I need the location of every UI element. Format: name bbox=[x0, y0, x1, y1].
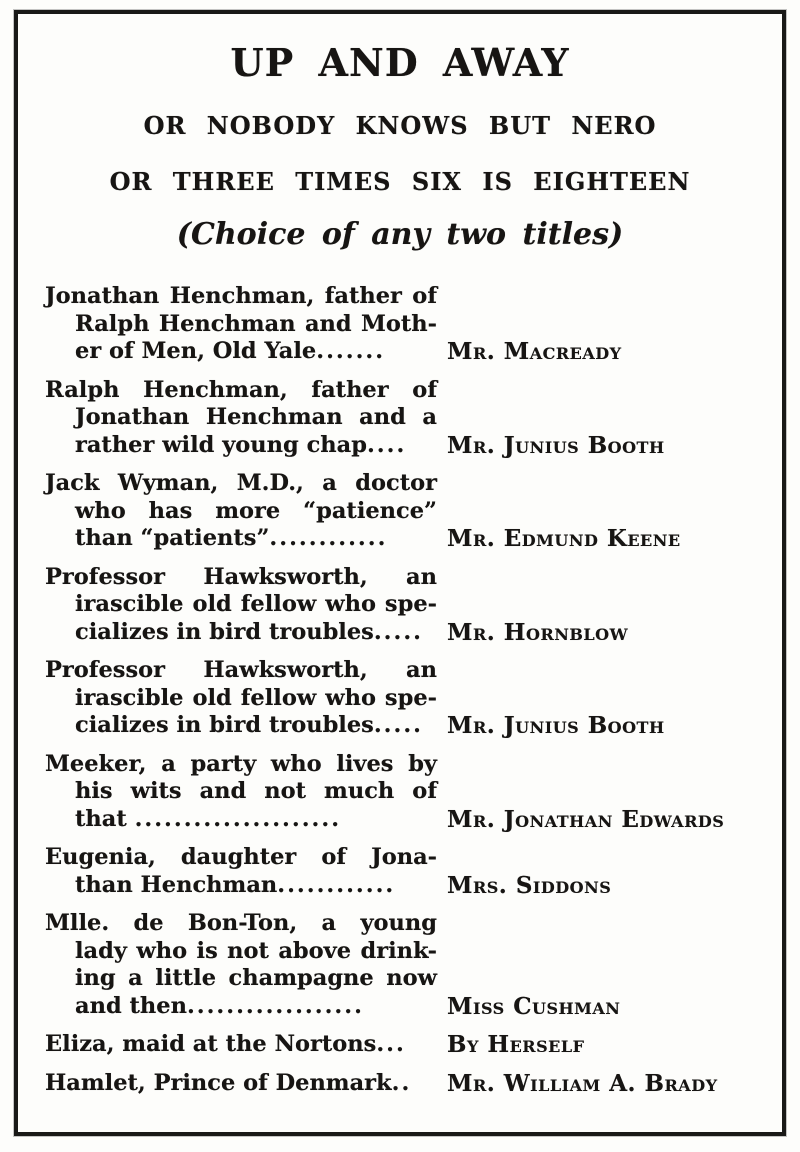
role-line: and then.................. bbox=[75, 992, 364, 1019]
cast-entry bbox=[45, 377, 760, 460]
cast-entry bbox=[45, 1031, 760, 1059]
role-line: Ralph Henchman and Moth- bbox=[75, 310, 437, 337]
role-line: Hamlet, Prince of Denmark.. bbox=[45, 1069, 412, 1096]
leader-dots: ..... bbox=[373, 712, 423, 738]
actor-name: Miss Cushman bbox=[447, 992, 621, 1020]
page-border-frame bbox=[14, 10, 786, 1136]
cast-entry bbox=[45, 564, 760, 647]
cast-entry bbox=[45, 283, 760, 366]
role-line: Jonathan Henchman, father of bbox=[45, 283, 437, 309]
role-line: his wits and not much of bbox=[75, 778, 437, 804]
cast-entry bbox=[45, 910, 760, 1020]
role-line: irascible old fellow who spe- bbox=[75, 684, 437, 711]
role-line: that ..................... bbox=[75, 805, 342, 832]
title-choice-note: (Choice of any two titles) bbox=[176, 217, 624, 252]
leader-dots: ............ bbox=[277, 871, 396, 898]
leader-dots: ... bbox=[376, 1031, 406, 1057]
role-cell bbox=[45, 1031, 437, 1059]
leader-dots: ..... bbox=[373, 618, 423, 645]
role-line: ing a little champagne now bbox=[75, 965, 437, 991]
cast-entry bbox=[45, 657, 760, 740]
leader-dots: .................. bbox=[186, 992, 364, 1019]
role-cell bbox=[45, 1070, 437, 1098]
role-line: Mlle. de Bon-Ton, a young bbox=[45, 910, 437, 936]
leader-dots: ............ bbox=[269, 525, 388, 551]
role-line: cializes in bird troubles..... bbox=[75, 618, 423, 645]
role-line: than “patients”............ bbox=[75, 525, 388, 551]
leader-dots: ..................... bbox=[134, 805, 342, 832]
role-line: Ralph Henchman, father of bbox=[45, 376, 437, 403]
cast-entry bbox=[45, 1070, 760, 1098]
alternate-title-2: OR THREE TIMES SIX IS EIGHTEEN bbox=[109, 167, 691, 196]
play-title: UP AND AWAY bbox=[230, 40, 570, 85]
actor-name: Mr. Hornblow bbox=[447, 618, 629, 646]
actor-name: Mr. William A. Brady bbox=[447, 1069, 718, 1097]
role-line: Jack Wyman, M.D., a doctor bbox=[45, 470, 437, 496]
leader-dots: .... bbox=[366, 431, 407, 458]
actor-name: By Herself bbox=[447, 1031, 585, 1058]
role-line: Jonathan Henchman and a bbox=[75, 404, 437, 430]
actor-name: Mr. Junius Booth bbox=[447, 431, 665, 459]
role-cell bbox=[45, 751, 437, 834]
role-line: er of Men, Old Yale....... bbox=[75, 338, 386, 364]
role-line: Professor Hawksworth, an bbox=[45, 657, 437, 683]
role-cell bbox=[45, 470, 437, 553]
role-line: rather wild young chap.... bbox=[75, 431, 407, 458]
alternate-title-1: OR NOBODY KNOWS BUT NERO bbox=[143, 111, 657, 140]
leader-dots: .. bbox=[391, 1069, 412, 1096]
cast-list bbox=[18, 283, 782, 1097]
role-cell bbox=[45, 844, 437, 899]
actor-name: Mr. Edmund Keene bbox=[447, 525, 681, 552]
role-line: Meeker, a party who lives by bbox=[45, 750, 437, 777]
actor-name: Mrs. Siddons bbox=[447, 871, 612, 899]
cast-entry bbox=[45, 751, 760, 834]
role-cell bbox=[45, 564, 437, 647]
role-line: cializes in bird troubles..... bbox=[75, 712, 423, 738]
leader-dots: ....... bbox=[316, 338, 386, 364]
role-cell bbox=[45, 657, 437, 740]
actor-name: Mr. Jonathan Edwards bbox=[447, 805, 725, 833]
role-line: lady who is not above drink- bbox=[75, 937, 437, 964]
role-cell bbox=[45, 377, 437, 460]
cast-entry bbox=[45, 844, 760, 899]
role-cell bbox=[45, 283, 437, 366]
actor-name: Mr. Macready bbox=[447, 338, 622, 365]
role-line: irascible old fellow who spe- bbox=[75, 591, 437, 617]
role-line: than Henchman............ bbox=[75, 871, 396, 898]
role-line: Eugenia, daughter of Jona- bbox=[45, 844, 437, 870]
cast-entry bbox=[45, 470, 760, 553]
role-line: Professor Hawksworth, an bbox=[45, 563, 437, 590]
role-line: Eliza, maid at the Nortons... bbox=[45, 1031, 406, 1057]
role-cell bbox=[45, 910, 437, 1020]
role-line: who has more “patience” bbox=[75, 497, 437, 524]
actor-name: Mr. Junius Booth bbox=[447, 712, 665, 739]
